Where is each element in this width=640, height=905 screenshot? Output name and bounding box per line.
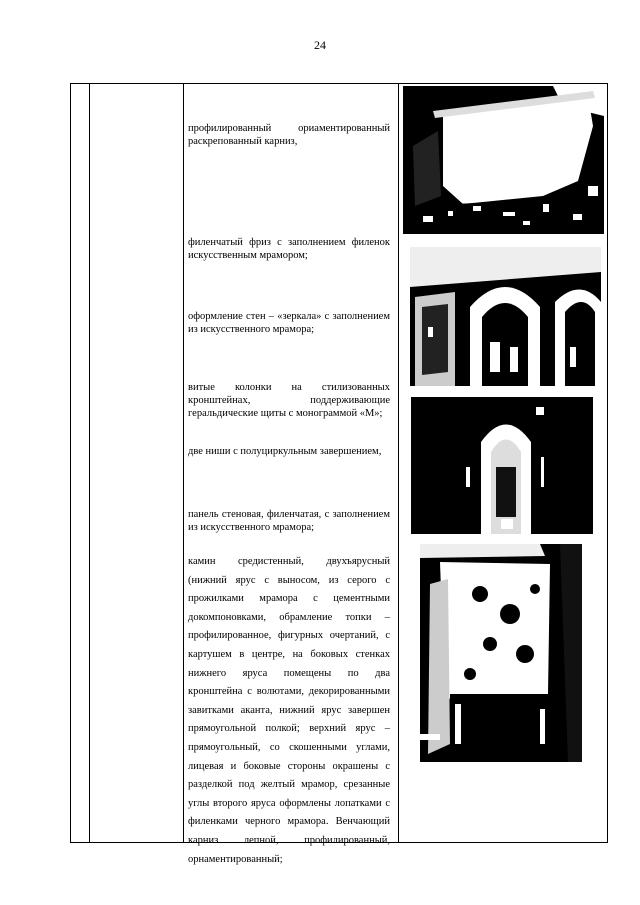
description-frieze: филенчатый фриз с заполнением филенок искусственным мрамором; (188, 237, 390, 262)
description-niches: две ниши с полуциркульным завершением, (188, 446, 382, 457)
fireplace-photo (420, 544, 582, 762)
content-table (70, 83, 608, 865)
description-fireplace: камин средистенный, двухъярусный (нижний ярус с выносом, из серого с прожилками мрамора с цементными докомпоновками, обрамление топки – профилированное, фигурных очертаний, с картушем в центре, на боковых стенках нижнего яруса помещены по два кронштейна с волютами, декорированными завитками аканта, нижний ярус завершен прямоугольной полкой; верхний ярус – прямоугольный, со скошенными углами, лицевая и боковые стороны окрашены с разделкой под желтый мрамор, срезанные углы второго яруса оформлены лопатками с филенками черного мрамора. Венчающий карниз лепной, профилированный, орнаментированный; (188, 556, 390, 865)
cornice-photo (403, 86, 604, 234)
column-divider-2 (183, 84, 184, 842)
arch-wall-photo (410, 247, 601, 386)
description-cornice: профилированный ориаментированный раскрепованный карниз, (188, 123, 390, 148)
description-columns: витые колонки на стилизованных кронштейнах, поддерживающие геральдические щиты с монограммой «М»; (188, 382, 390, 420)
column-divider-1 (89, 84, 90, 842)
page-number: 24 (314, 38, 326, 52)
description-wall-mirrors: оформление стен – «зеркала» с заполнением из искусственного мрамора; (188, 311, 390, 336)
description-wall-panel: панель стеновая, филенчатая, с заполнением из искусственного мрамора; (188, 509, 390, 534)
niche-photo (411, 397, 593, 534)
column-divider-3 (398, 84, 399, 842)
